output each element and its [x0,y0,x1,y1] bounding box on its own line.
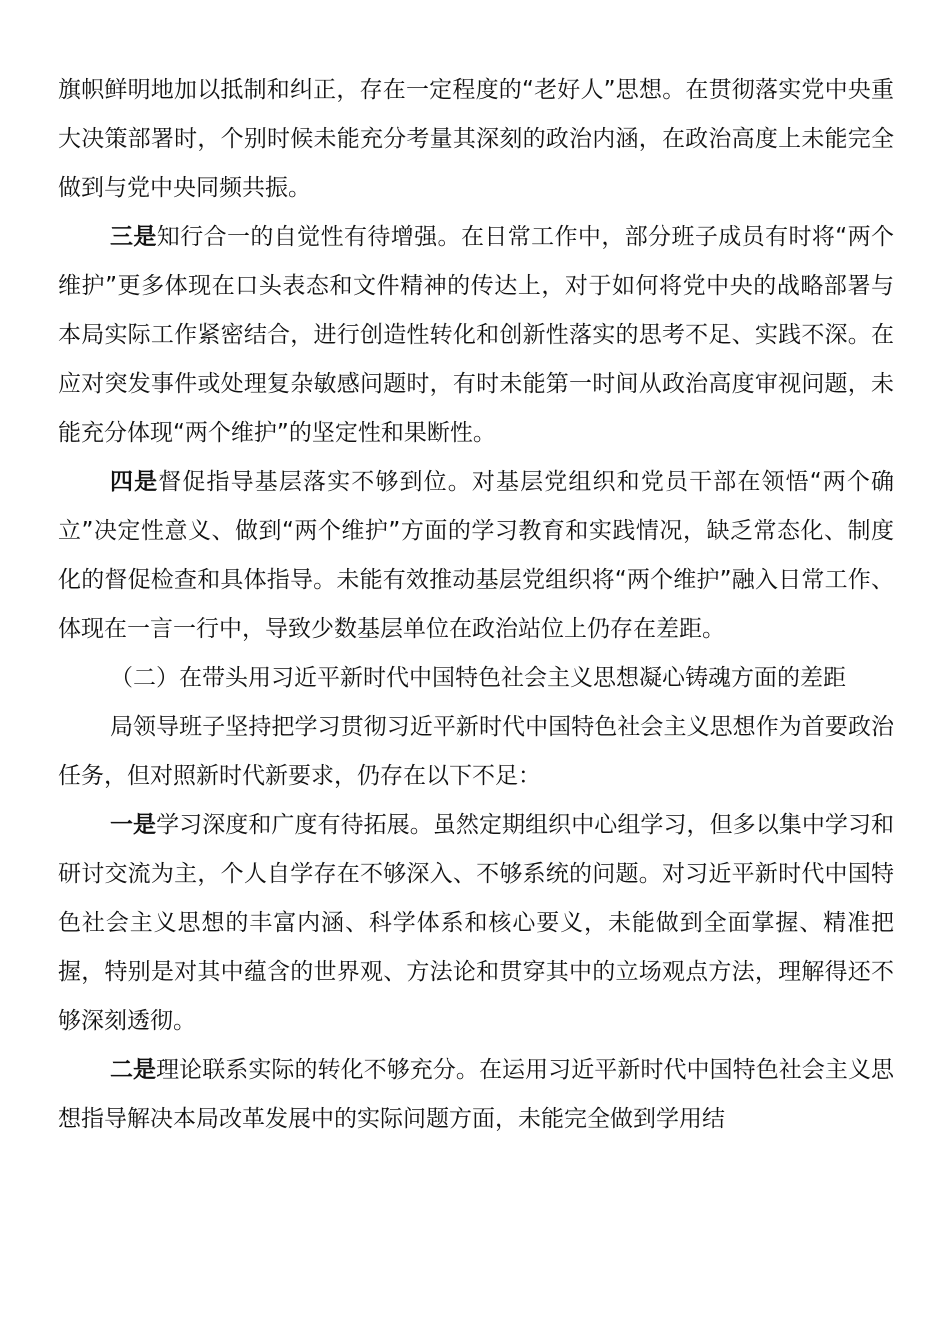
paragraph-text: 学习深度和广度有待拓展。虽然定期组织中心组学习，但多以集中学习和研讨交流为主，个人自学存在不够深入、不够系统的问题。对习近平新时代中国特色社会主义思想的丰富内涵、科学体系和核心要义，未能做到全面掌握、精准把握，特别是对其中蕴含的世界观、方法论和贯穿其中的立场观点方法，理解得还不够深刻透彻。 [58,812,895,1034]
document-page [58,66,894,1144]
paragraph-text: 旗帜鲜明地加以抵制和纠正，存在一定程度的“老好人”思想。在贯彻落实党中央重大决策部署时，个别时候未能充分考量其深刻的政治内涵，在政治高度上未能完全做到与党中央同频共振。 [58,77,894,201]
paragraph-point-two [58,1046,894,1144]
paragraph-text: 局领导班子坚持把学习贯彻习近平新时代中国特色社会主义思想作为首要政治任务，但对照新时代新要求，仍存在以下不足： [58,714,894,789]
paragraph-lead: 二是 [110,1057,157,1083]
paragraph-text: 理论联系实际的转化不够充分。在运用习近平新时代中国特色社会主义思想指导解决本局改革发展中的实际问题方面，未能完全做到学用结 [58,1057,895,1132]
section-heading [58,654,894,703]
paragraph-text: 督促指导基层落实不够到位。对基层党组织和党员干部在领悟“两个确立”决定性意义、做到“两个维护”方面的学习教育和实践情况，缺乏常态化、制度化的督促检查和具体指导。未能有效推动基层党组织将“两个维护”融入日常工作、体现在一言一行中，导致少数基层单位在政治站位上仍存在差距。 [58,469,895,642]
paragraph-continuation [58,66,894,213]
paragraph-point-four [58,458,894,654]
paragraph-lead: 一是 [110,812,157,838]
paragraph-text: 知行合一的自觉性有待增强。在日常工作中，部分班子成员有时将“两个维护”更多体现在口头表态和文件精神的传达上，对于如何将党中央的战略部署与本局实际工作紧密结合，进行创造性转化和创新性落实的思考不足、实践不深。在应对突发事件或处理复杂敏感问题时，有时未能第一时间从政治高度审视问题，未能充分体现“两个维护”的坚定性和果断性。 [58,224,894,446]
paragraph-lead: 三是 [110,224,157,250]
paragraph-point-three [58,213,894,458]
paragraph-text: （二）在带头用习近平新时代中国特色社会主义思想凝心铸魂方面的差距 [110,665,846,691]
paragraph-point-one [58,801,894,1046]
paragraph-lead: 四是 [110,469,159,495]
paragraph-intro [58,703,894,801]
